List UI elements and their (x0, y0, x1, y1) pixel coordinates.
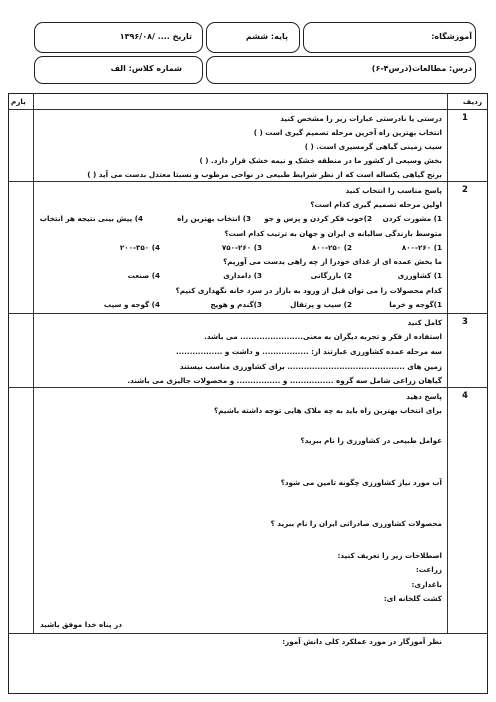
q2-question-a: اولین مرحله تصمیم گیری کدام است؟ (310, 200, 442, 209)
q4-term-3: کشت گلخانه ای: (383, 594, 442, 603)
q2-a-opt-1: 1) مشورت کردن (382, 214, 442, 223)
q2-d-opt-3: 3)گندم و هویج (210, 300, 262, 309)
col-header-score: بارم (11, 97, 26, 106)
q1-title: درستی یا نادرستی عبارات زیر را مشخص کنید (280, 114, 442, 123)
school-label: آموزشگاه: (431, 32, 472, 41)
row-sep-q2 (8, 313, 488, 314)
col-header-row: ردیف (462, 97, 482, 106)
q4-question-e: اصطلاحات زیر را تعریف کنید: (337, 551, 442, 560)
q2-c-opt-2: 2) بازرگانی (310, 271, 352, 280)
q4-question-b: عوامل طبیعی در کشاورزی را نام ببرید؟ (300, 436, 442, 445)
col-sep-row (447, 93, 448, 633)
q4-question-c: آب مورد نیاز کشاورزی چگونه تامین می شود؟ (280, 478, 442, 487)
q2-title: پاسخ مناسب را انتخاب کنید (345, 186, 442, 195)
q1-line-4: برنج گیاهی یکساله است که از نظر شرایط طبیعی در نواحی مرطوب و نسبتا معتدل بدست می آید ( ) (87, 170, 442, 179)
q4-number: 4 (462, 391, 468, 401)
q2-c-opt-4: 4) صنعت (127, 271, 160, 280)
q2-d-opt-1: 1)گوجه و خرما (389, 300, 442, 309)
closing-text: در پناه خدا موفق باشید (40, 620, 122, 629)
q2-b-opt-4: 4) ۲۰۰-۳۵۰ (119, 243, 160, 252)
q3-number: 3 (462, 317, 468, 327)
row-sep-q3 (8, 387, 488, 388)
q3-line-2: سه مرحله عمده کشاورزی عبارتند از: ................. و داشت و ................. (175, 347, 442, 356)
q2-a-opt-4: 4) پیش بینی نتیجه هر انتخاب (39, 214, 143, 223)
q2-question-c: ما بخش عمده ای از غذای خودرا از چه راهی بدست می آوریم؟ (223, 257, 442, 266)
row-sep-q4 (8, 633, 488, 634)
row-sep-q1 (8, 181, 488, 182)
q4-title: پاسخ دهید (406, 392, 442, 401)
col-sep-score (33, 93, 34, 633)
q2-d-opt-2: 2) سیب و پرتقال (290, 300, 352, 309)
date-label: تاریخ .... /۱۳۹۶/۰۸ (119, 32, 192, 41)
q1-line-2: سیب زمینی گیاهی گرمسیری است. ( ) (304, 142, 442, 151)
subject-label: درس: مطالعات(درس۴-۶) (371, 64, 472, 73)
q4-term-1: زراعت: (415, 565, 442, 574)
class-label: شماره کلاس: الف (110, 64, 182, 73)
grade-label: پایه: ششم (245, 32, 288, 41)
q3-title: کامل کنید (407, 318, 442, 327)
q2-b-opt-1: 1) ۸۰۰-۲۶۰ (401, 243, 442, 252)
q2-a-opt-3: 3) انتخاب بهترین راه (177, 214, 251, 223)
q2-b-opt-2: 2) ۸۰۰-۲۵۰ (311, 243, 352, 252)
q4-question-d: محصولات کشاورزی صادراتی ایران را نام ببرید ؟ (270, 519, 442, 528)
q2-question-b: متوسط بارندگی سالیانه ی ایران و جهان به ترتیب کدام است؟ (224, 229, 442, 238)
q2-b-opt-3: 3) ۷۵۰-۲۶۰ (221, 243, 262, 252)
row-sep-header (8, 109, 488, 110)
q3-line-1: استفاده از فکر و تجربه دیگران به معنی....................... می باشد. (204, 332, 442, 341)
q1-line-3: بخش وسیعی از کشور ما در منطقه خشک و نیمه خشک قرار دارد. ( ) (199, 156, 442, 165)
q2-d-opt-4: 4) گوجه و سیب (103, 300, 160, 309)
q2-c-opt-1: 1) کشاورزی (397, 271, 442, 280)
q3-line-4: گیاهان زراعی شامل سه گروه ................ و ................ و محصولات جالیزی می باشند. (127, 376, 442, 385)
q1-line-1: انتخاب بهترین راه آخرین مرحله تصمیم گیری است ( ) (253, 128, 442, 137)
q2-c-opt-3: 3) دامداری (223, 271, 262, 280)
q1-number: 1 (462, 113, 468, 123)
q2-number: 2 (462, 185, 468, 195)
q4-term-2: باغداری: (411, 580, 442, 589)
q4-question-a: برای انتخاب بهترین راه باید به چه ملاک هایی توجه داشته باشیم؟ (213, 406, 442, 415)
q2-a-opt-2: 2)خوب فکر کردن و پرس و جو (264, 214, 372, 223)
teacher-note: نظر آموزگار در مورد عملکرد کلی دانش آموز: (282, 637, 442, 646)
q3-line-3: زمین های ........................................... برای کشاورزی مناسب نیستند (179, 362, 442, 371)
q2-question-d: کدام محصولات را می توان قبل از ورود به بازار در سرد خانه نگهداری کنیم؟ (175, 286, 442, 295)
